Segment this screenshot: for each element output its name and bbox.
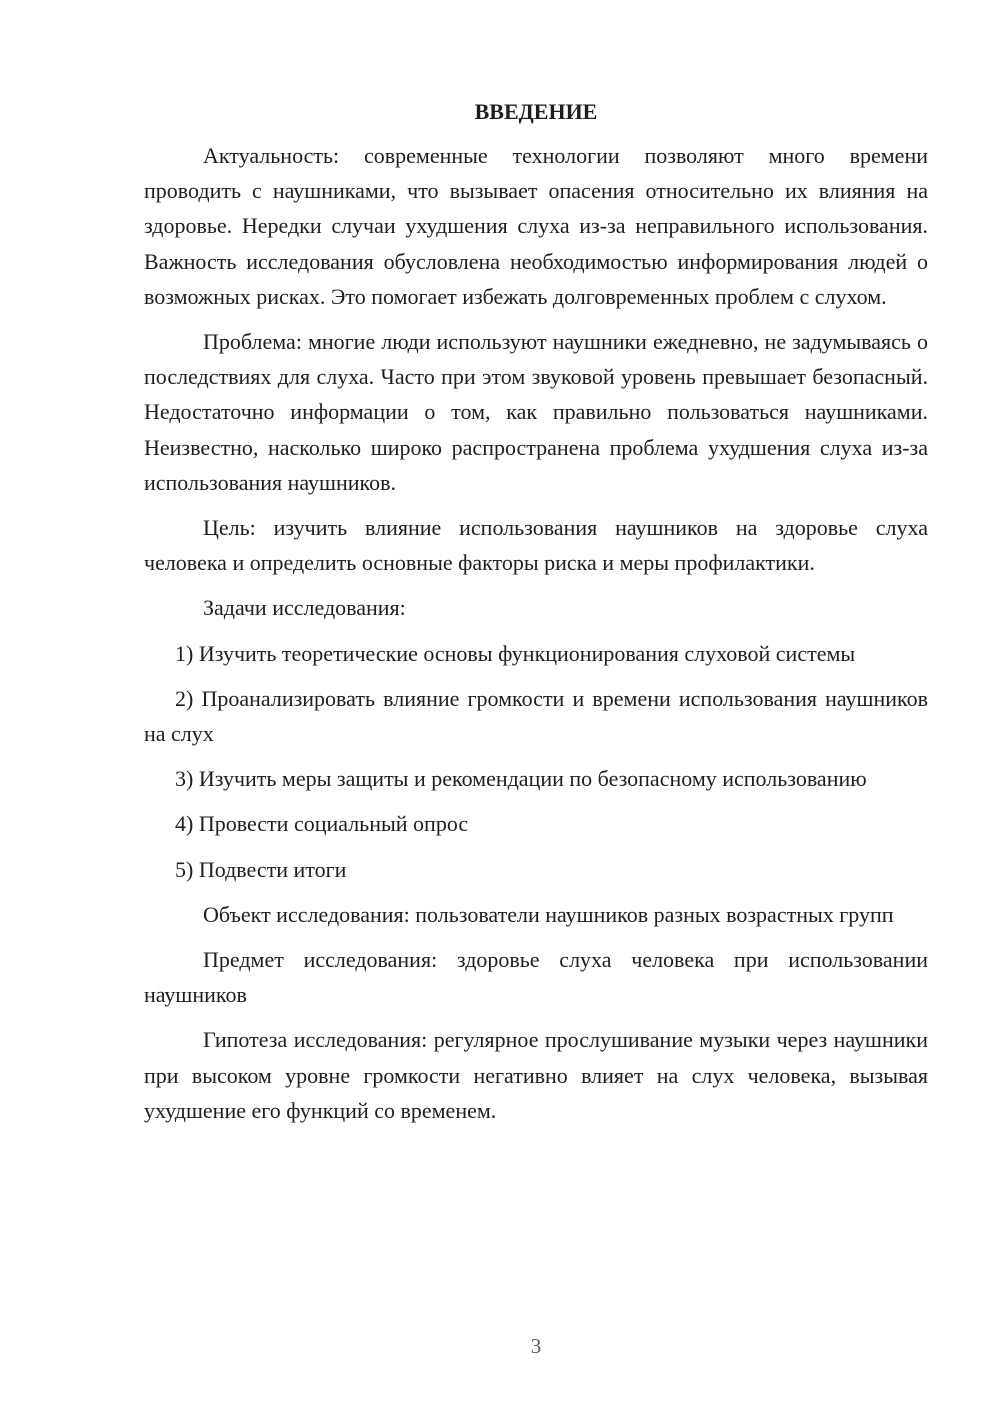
task-item-1: 1) Изучить теоретические основы функционирования слуховой системы <box>175 640 856 666</box>
paragraph-hypothesis: Гипотеза исследования: регулярное прослушивание музыки через наушники при высоком уровне громкости негативно влияет на слух человека, вызывая ухудшение его функций со временем. <box>144 1027 928 1123</box>
task-item-5: 5) Подвести итоги <box>175 856 347 882</box>
task-item-2: 2) Проанализировать влияние громкости и времени использования наушников на слух <box>144 685 928 747</box>
section-title: ВВЕДЕНИЕ <box>474 99 598 124</box>
paragraph-problem: Проблема: многие люди используют наушники ежедневно, не задумываясь о последствиях для слуха. Часто при этом звуковой уровень превышает безопасный. Недостаточно информации о том, как правильно пользоваться наушниками. Неизвестно, насколько широко распространена проблема ухудшения слуха из-за использования наушников. <box>144 329 928 495</box>
page-number: 3 <box>530 1334 542 1358</box>
paragraph-goal: Цель: изучить влияние использования наушников на здоровье слуха человека и определить основные факторы риска и меры профилактики. <box>144 515 928 576</box>
page-content <box>144 94 928 1128</box>
paragraph-relevance: Актуальность: современные технологии позволяют много времени проводить с наушниками, что вызывает опасения относительно их влияния на здоровье. Нередки случаи ухудшения слуха из-за неправильного использования. Важность исследования обусловлена необходимостью информирования людей о возможных рисках. Это помогает избежать долговременных проблем с слухом. <box>144 143 928 309</box>
task-item-3: 3) Изучить меры защиты и рекомендации по безопасному использованию <box>175 766 867 792</box>
paragraph-object: Объект исследования: пользователи наушников разных возрастных групп <box>203 901 894 927</box>
task-item-4: 4) Провести социальный опрос <box>175 811 469 837</box>
paragraph-subject: Предмет исследования: здоровье слуха человека при использовании наушников <box>144 947 928 1008</box>
tasks-heading: Задачи исследования: <box>203 595 406 621</box>
